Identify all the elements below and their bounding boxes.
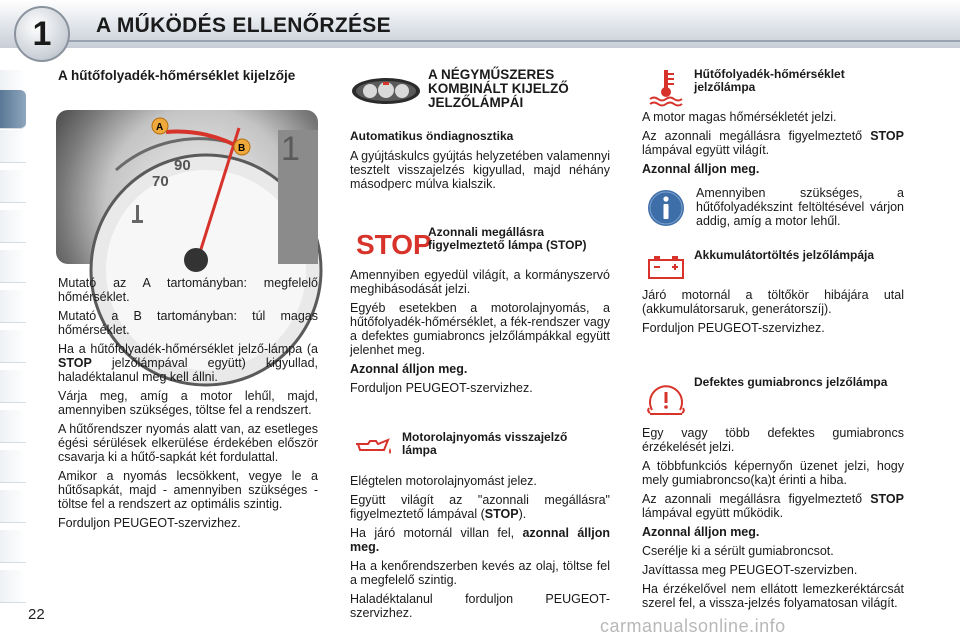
paragraph: Javíttassa meg PEUGEOT-szervizben. (642, 563, 858, 577)
battery-lamp-title: Akkumulátortöltés jelzőlámpája (694, 248, 875, 262)
svg-text:1: 1 (281, 130, 300, 168)
stop-lamp-title: Azonnali megállásra figyelmeztető lámpa (STOP) (428, 225, 587, 252)
page-number: 22 (28, 606, 45, 623)
tyre-lamp-title: Defektes gumiabroncs jelzőlámpa (694, 375, 888, 389)
side-tab-active[interactable] (0, 90, 26, 129)
paragraph: Várja meg, amíg a motor lehűl, majd, amennyiben szükséges, töltse fel a rendszert. (58, 389, 318, 417)
gauge-label-90 (174, 157, 191, 174)
paragraph: Cserélje ki a sérült gumiabroncsot. (642, 544, 834, 558)
paragraph: Forduljon PEUGEOT-szervizhez. (642, 321, 825, 335)
coolant-gauge-heading: A hűtőfolyadék-hőmérséklet kijelzője (58, 68, 296, 83)
info-note (696, 186, 904, 233)
side-tab[interactable] (0, 530, 26, 563)
coolant-gauge-photo (56, 110, 318, 264)
watermark: carmanualsonline.info (600, 616, 786, 636)
paragraph: Az azonnali megállásra figyelmeztető STOP lámpával együtt világít. (642, 129, 904, 157)
paragraph: A hűtőrendszer nyomás alatt van, az esetleges égési sérülések elkerülése érdekében először csavarja ki a hűtő-sapkát két fordulattal. (58, 422, 318, 464)
paragraph: Elégtelen motorolajnyomást jelez. (350, 474, 537, 488)
paragraph: Mutató a B tartományban: túl magas hőmérséklet. (58, 309, 318, 337)
paragraph: Mutató az A tartományban: megfelelő hőmérséklet. (58, 276, 318, 304)
autodiag-section (350, 130, 610, 196)
stop-lamp-section (350, 268, 610, 400)
paragraph: Azonnal álljon meg. (642, 162, 760, 176)
paragraph: A gyújtáskulcs gyújtás helyzetében valamennyi tesztelt visszajelzés kigyullad, majd néhány másodperc múlva kialszik. (350, 149, 610, 191)
tyre-lamp-section (642, 426, 904, 615)
cluster-heading: A NÉGYMŰSZERES KOMBINÁLT KIJELZŐ JELZŐLÁMPÁI (428, 67, 569, 110)
side-tab[interactable] (0, 210, 26, 243)
side-tab[interactable] (0, 170, 26, 203)
chapter-badge: 1 (14, 6, 70, 62)
paragraph: Amennyiben egyedül világít, a kormányszervó meghibásodását jelzi. (350, 268, 610, 296)
paragraph: Azonnal álljon meg. (350, 362, 468, 376)
stop-warning-icon (354, 228, 432, 260)
side-tab[interactable] (0, 130, 26, 163)
svg-text:70: 70 (152, 173, 169, 190)
battery-lamp-section (642, 288, 904, 340)
page-header (0, 0, 960, 60)
oil-pressure-icon (354, 436, 396, 458)
paragraph: Ha járó motornál villan fel, azonnal álljon meg. (350, 526, 610, 554)
battery-icon (646, 254, 686, 280)
side-tab[interactable] (0, 250, 26, 283)
autodiag-title: Automatikus öndiagnosztika (350, 129, 514, 143)
side-tab[interactable] (0, 490, 26, 523)
paragraph: Ha a hűtőfolyadék-hőmérséklet jelző-lámpa (a STOP jelzőlámpával együtt) kigyullad, haladéktalanul meg kell állni. (58, 342, 318, 384)
paragraph: A többfunkciós képernyőn üzenet jelzi, hogy mely gumiabroncso(ka)t érinti a hiba. (642, 459, 904, 487)
side-tab[interactable] (0, 410, 26, 443)
paragraph: Amennyiben szükséges, a hűtőfolyadékszint feltöltésével várjon addig, amíg a motor lehűl. (696, 186, 904, 228)
paragraph: Egyéb esetekben a motorolajnyomás, a hűtőfolyadék-hőmérséklet, a fék-rendszer vagy a defektes gumiabroncs jelzőlámpákkal együtt jelenhet meg. (350, 301, 610, 357)
side-tab[interactable] (0, 450, 26, 483)
gauge-marker-a: A (156, 122, 164, 133)
paragraph: Amikor a nyomás lecsökkent, vegye le a hűtősapkát, majd - amennyiben szükséges - töltse fel a rendszert az optimális szintig. (58, 469, 318, 511)
svg-text:STOP: STOP (356, 229, 432, 260)
gauge-label-70 (152, 173, 169, 190)
paragraph: Együtt világít az "azonnali megállásra" figyelmeztető lámpával (STOP). (350, 493, 610, 521)
paragraph: Forduljon PEUGEOT-szervizhez. (58, 516, 241, 530)
paragraph: Forduljon PEUGEOT-szervizhez. (350, 381, 533, 395)
paragraph: Járó motornál a töltőkör hibájára utal (akkumulátorsaruk, generátorszíj). (642, 288, 904, 316)
header-rule (60, 40, 960, 42)
instrument-cluster-icon (350, 76, 422, 106)
page-title: A MŰKÖDÉS ELLENŐRZÉSE (96, 14, 391, 37)
flat-tyre-icon (646, 382, 686, 418)
paragraph: A motor magas hőmérsékletét jelzi. (642, 110, 837, 124)
paragraph: Azonnal álljon meg. (642, 525, 760, 539)
oil-lamp-title: Motorolajnyomás visszajelző lámpa (402, 430, 568, 457)
side-tab[interactable] (0, 330, 26, 363)
side-tab[interactable] (0, 370, 26, 403)
oil-lamp-section (350, 474, 610, 625)
side-tab[interactable] (0, 570, 26, 603)
paragraph: Ha érzékelővel nem ellátott lemezkeréktárcsát szerel fel, a vissza-jelzés folyamatosan világít. (642, 582, 904, 610)
gauge-marker-b: B (238, 143, 246, 154)
svg-text:90: 90 (174, 157, 191, 174)
coolant-lamp-section (642, 110, 904, 181)
info-icon (646, 188, 686, 228)
coolant-temperature-icon (646, 68, 686, 106)
paragraph: Egy vagy több defektes gumiabroncs érzékelését jelzi. (642, 426, 904, 454)
coolant-lamp-title: Hűtőfolyadék-hőmérséklet jelzőlámpa (694, 67, 845, 94)
paragraph: Haladéktalanul forduljon PEUGEOT-szervizhez. (350, 592, 610, 620)
side-tab[interactable] (0, 290, 26, 323)
paragraph: Az azonnali megállásra figyelmeztető STOP lámpával együtt működik. (642, 492, 904, 520)
paragraph: Ha a kenőrendszerben kevés az olaj, töltse fel a megfelelő szintig. (350, 559, 610, 587)
left-column-text (58, 276, 318, 535)
